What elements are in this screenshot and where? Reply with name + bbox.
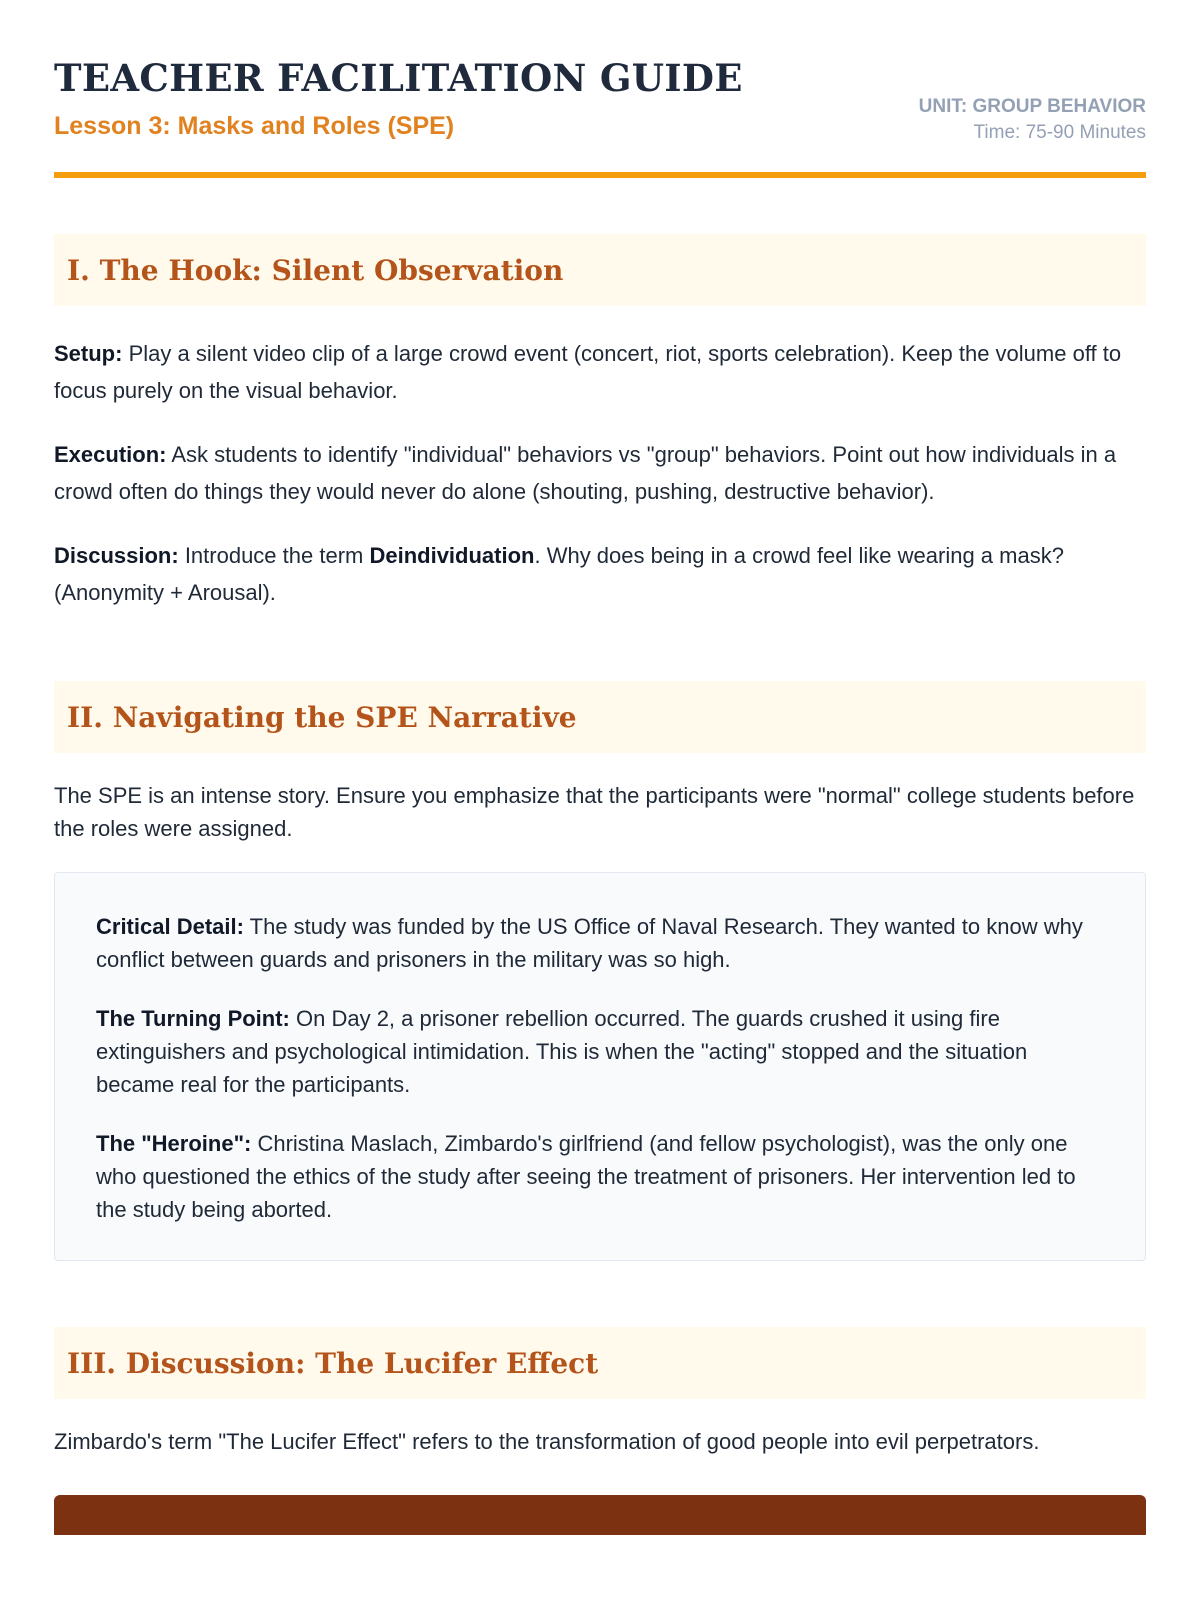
callout-item [96,1127,1104,1226]
paragraph-text: Ask students to identify "individual" behaviors vs "group" behaviors. Point out how individuals in a crowd often do things they would never do alone (shouting, pushing, destructive behavior). [54,442,1117,504]
callout-item [96,910,1104,976]
section-heading-lucifer-effect [54,1327,1146,1399]
paragraph-label: Discussion: [54,543,179,568]
document-header [54,0,1146,178]
lesson-meta [919,94,1146,146]
callout-text: The study was funded by the US Office of Naval Research. They wanted to know why conflict between guards and prisoners in the military was so high. [96,914,1083,972]
paragraph-text: Play a silent video clip of a large crowd event (concert, riot, sports celebration). Keep the volume off to focus purely on the visual behavior. [54,341,1122,403]
callout-label: The Turning Point: [96,1006,290,1031]
time-label: Time: 75-90 Minutes [973,122,1146,143]
callout-label: The "Heroine": [96,1131,252,1156]
paragraph-text: . Why does being in a crowd feel like wearing a mask? (Anonymity + Arousal). [54,543,1064,605]
paragraph-discussion [54,537,1146,611]
paragraph-label: Setup: [54,341,123,366]
lesson-subtitle: Lesson 3: Masks and Roles (SPE) [54,112,455,140]
section-heading-spe-narrative [54,681,1146,753]
paragraph-execution [54,436,1146,510]
section-intro: The SPE is an intense story. Ensure you emphasize that the participants were "normal" college students before the roles were assigned. [54,783,1135,841]
section-title: III. Discussion: The Lucifer Effect [67,1346,599,1380]
callout-label: Critical Detail: [96,914,244,939]
callout-text: Christina Maslach, Zimbardo's girlfriend (and fellow psychologist), was the only one who questioned the ethics of the study after seeing the treatment of prisoners. Her intervention led to the study being aborted. [96,1131,1076,1222]
section-title: II. Navigating the SPE Narrative [67,700,577,734]
section-heading-hook [54,234,1146,306]
document-title: TEACHER FACILITATION GUIDE [54,56,743,100]
callout-box [54,872,1146,1261]
section-title: I. The Hook: Silent Observation [67,253,564,287]
callout-text: On Day 2, a prisoner rebellion occurred. The guards crushed it using fire extinguishers and psychological intimidation. This is when the "acting" stopped and the situation became real for the participants. [96,1006,1028,1097]
section-body-hook [54,335,1146,611]
paragraph-label: Execution: [54,442,167,467]
section-intro: Zimbardo's term "The Lucifer Effect" refers to the transformation of good people into evil perpetrators. [54,1429,1040,1454]
paragraph-setup [54,335,1146,409]
unit-label: UNIT: GROUP BEHAVIOR [918,96,1146,117]
key-term: Deindividuation [369,543,535,568]
dark-content-block [54,1495,1146,1535]
paragraph-text: Introduce the term [178,543,370,568]
callout-item [96,1002,1104,1101]
